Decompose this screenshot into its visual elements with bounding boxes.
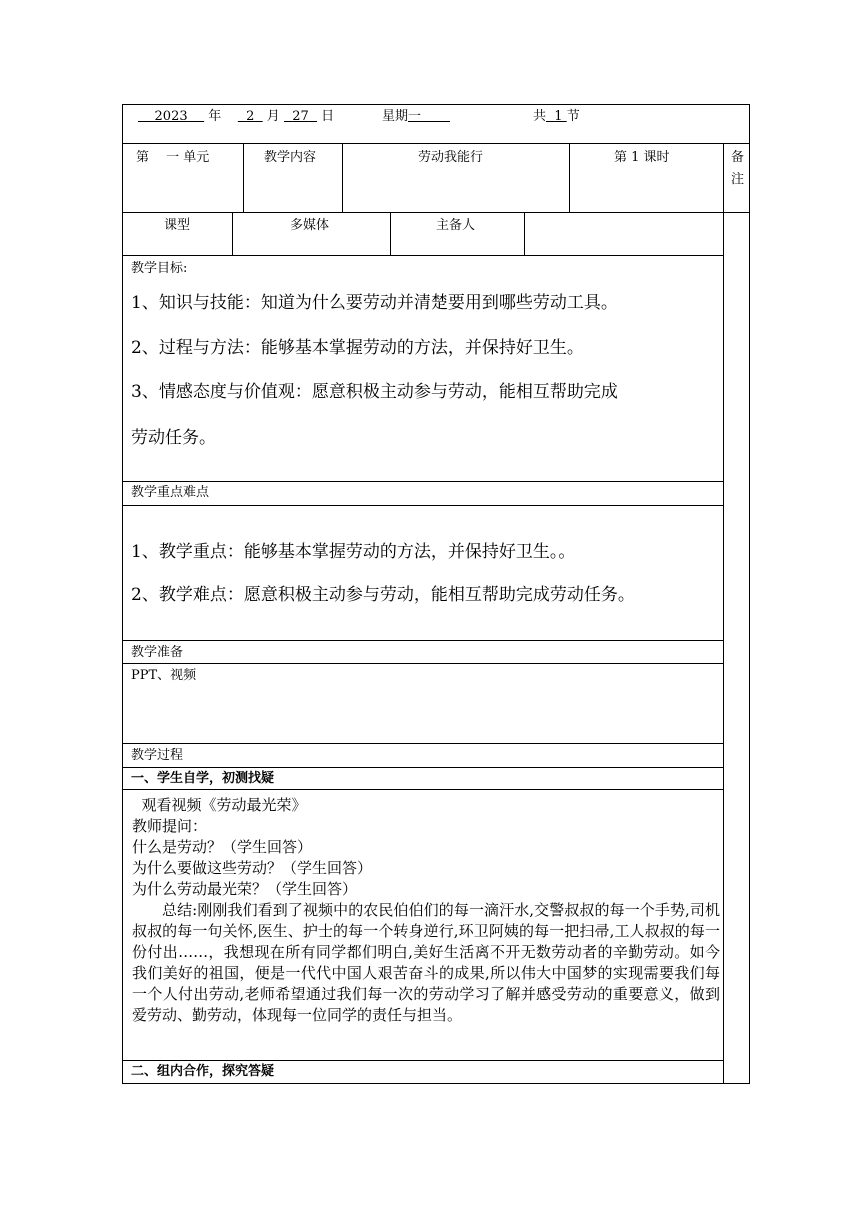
goal-item: 3、情感态度与价值观：愿意积极主动参与劳动，能相互帮助完成 — [131, 382, 618, 402]
total-suffix: 节 — [566, 109, 580, 124]
section1-title: 一、学生自学，初测找疑 — [131, 771, 275, 786]
weekday-value: 一 — [408, 109, 422, 124]
preparation-title: 教学准备 — [131, 645, 184, 660]
lesson-cell: 第 1 课时 — [614, 150, 670, 165]
unit-cell: 第 一 单元 — [136, 150, 210, 165]
goals-title: 教学目标: — [131, 261, 188, 276]
weekday-row — [382, 109, 450, 125]
content-value: 劳动我能行 — [418, 150, 484, 165]
total-row — [533, 109, 580, 125]
process-line: 什么是劳动？（学生回答） — [132, 838, 313, 856]
section2-title: 二、组内合作，探究答疑 — [131, 1064, 275, 1079]
process-line: 观看视频《劳动最光荣》 — [132, 796, 307, 814]
remark-label-1: 备 — [731, 150, 745, 165]
year-value: 2023 — [154, 109, 188, 124]
total-value: 1 — [554, 109, 563, 124]
process-line: 为什么劳动最光荣？（学生回答） — [132, 880, 358, 898]
process-title: 教学过程 — [131, 748, 184, 763]
type-label: 课型 — [164, 218, 191, 233]
preparer-label: 主备人 — [436, 218, 476, 233]
year-suffix: 年 — [208, 109, 222, 124]
month-suffix: 月 — [266, 109, 280, 124]
process-line: 为什么要做这些劳动？（学生回答） — [132, 859, 373, 877]
preparation-content: PPT、视频 — [131, 668, 197, 683]
key-point-item: 2、教学难点：愿意积极主动参与劳动，能相互帮助完成劳动任务。 — [131, 585, 635, 605]
process-line: 教师提问： — [132, 817, 208, 835]
goal-item: 1、知识与技能：知道为什么要劳动并清楚要用到哪些劳动工具。 — [131, 293, 618, 313]
key-point-item: 1、教学重点：能够基本掌握劳动的方法，并保持好卫生。。 — [131, 542, 576, 562]
remark-label-2: 注 — [731, 172, 745, 187]
date-row — [138, 109, 334, 125]
total-label: 共 — [533, 109, 547, 124]
goal-item: 劳动任务。 — [131, 428, 216, 448]
type-value: 多媒体 — [290, 218, 330, 233]
goal-item: 2、过程与方法：能够基本掌握劳动的方法，并保持好卫生。 — [131, 338, 584, 358]
month-value: 2 — [246, 109, 255, 124]
weekday-label: 星期 — [382, 109, 409, 124]
day-suffix: 日 — [321, 109, 335, 124]
key-points-title: 教学重点难点 — [131, 485, 210, 500]
day-value: 27 — [292, 109, 309, 124]
summary-paragraph: 总结:刚刚我们看到了视频中的农民伯伯们的每一滴汗水,交警叔叔的每一个手势,司机叔叔的每一句关怀,医生、护士的每一个转身逆行,环卫阿姨的每一把扫帚,工人叔叔的每一份付出……，我想现在所有同学都们明白,美好生活离不开无数劳动者的辛勤劳动。如今我们美好的祖国，便是一代代中国人艰苦奋斗的成果,所以伟大中国梦的实现需要我们每一个人付出劳动,老师希望通过我们每一次的劳动学习了解并感受劳动的重要意义，做到爱劳动、勤劳动，体现每一位同学的责任与担当。 — [132, 901, 720, 1024]
content-label: 教学内容 — [264, 150, 317, 165]
